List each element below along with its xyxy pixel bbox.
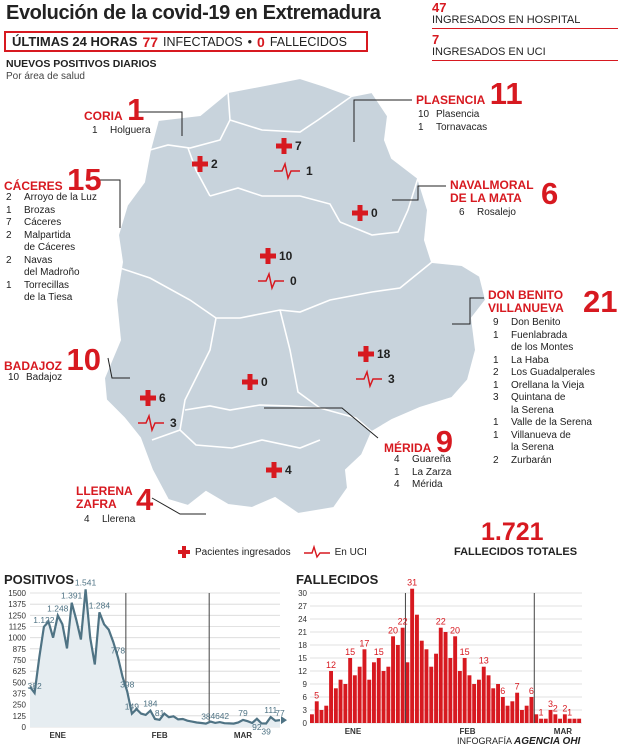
data-label: 31	[407, 577, 418, 588]
list-item: 6 Rosalejo	[459, 207, 516, 218]
y-tick-label: 125	[12, 711, 26, 721]
y-tick-label: 15	[298, 654, 307, 663]
list-item: 2 Arroyo de la Luz	[6, 192, 97, 203]
data-label: 778	[110, 645, 126, 656]
area-name: PLASENCIA	[416, 93, 486, 107]
hosp-count: 10	[279, 249, 293, 263]
area-total: 21	[583, 284, 618, 319]
bar	[315, 701, 319, 723]
list-item: 1 Orellana la Vieja	[493, 379, 585, 391]
bar	[568, 719, 572, 723]
bar	[434, 654, 438, 723]
data-label: 17	[359, 638, 370, 649]
bar	[520, 710, 524, 723]
bar	[515, 693, 519, 723]
last24-label: ÚLTIMAS 24 HORAS	[12, 34, 138, 49]
list-item: de la Tiesa	[24, 292, 73, 303]
data-label: 79	[238, 707, 248, 718]
data-label: 13	[478, 655, 489, 666]
data-label: 1	[538, 707, 544, 718]
hosp-count: 6	[159, 391, 166, 405]
list-item: 9 Don Benito	[493, 317, 561, 328]
list-item: 1 Valle de la Serena	[493, 417, 592, 428]
data-label: 184	[143, 698, 158, 709]
list-item: 1 Torrecillas	[6, 279, 70, 291]
credit-brand: AGENCIA OHI	[514, 736, 581, 747]
bar	[472, 684, 476, 723]
list-item: del Madroño	[24, 267, 80, 278]
hosp-count: 0	[371, 206, 378, 220]
area-total: 6	[541, 176, 559, 211]
area-total: 4	[136, 482, 154, 517]
list-item: 7 Cáceres	[6, 217, 62, 228]
y-tick-label: 6	[302, 693, 307, 702]
infected-count: 77	[142, 33, 159, 50]
bar	[320, 710, 324, 723]
hospital-label: INGRESADOS EN HOSPITAL	[432, 14, 581, 26]
area-name-2: DE LA MATA	[450, 191, 522, 205]
data-label: 149	[124, 701, 139, 712]
data-label: 111	[264, 705, 278, 716]
area-name: LLERENA	[76, 484, 133, 498]
deaths-label: FALLECIDOS	[269, 34, 347, 49]
bar	[372, 662, 376, 723]
hosp-count: 18	[377, 347, 391, 361]
y-tick-label: 1250	[8, 611, 26, 621]
legend-uci-label: En UCI	[334, 546, 367, 558]
data-label: 1.248	[47, 603, 69, 614]
deaths-count: 0	[257, 33, 265, 50]
data-label: 92	[252, 721, 262, 732]
area-llerena	[76, 485, 133, 511]
area-name: MÉRIDA	[384, 441, 432, 455]
uci-count: 1	[306, 164, 313, 178]
list-item: 10 Badajoz	[8, 372, 63, 383]
data-label: 22	[435, 616, 446, 627]
data-label: 398	[120, 679, 135, 690]
list-item: 1 Brozas	[6, 204, 56, 216]
y-tick-label: 30	[298, 589, 307, 598]
list-item: 2 Navas	[6, 254, 53, 266]
page-title: Evolución de la covid-19 en Extremadura	[6, 2, 381, 24]
bar	[444, 632, 448, 723]
y-tick-label: 3	[302, 706, 307, 715]
map-subtitle-note: Por área de salud	[6, 71, 85, 82]
map-subtitle: NUEVOS POSITIVOS DIARIOS	[6, 58, 157, 70]
hosp-count: 4	[285, 463, 292, 477]
data-label: 3	[547, 699, 554, 709]
data-label: 38	[201, 711, 211, 722]
bar	[573, 719, 577, 723]
bar	[553, 714, 557, 723]
area-coria-list	[92, 125, 151, 138]
list-item: la Serena	[511, 442, 554, 453]
y-tick-label: 27	[298, 602, 307, 611]
y-tick-label: 0	[302, 719, 307, 728]
positivos-title: POSITIVOS	[4, 572, 75, 587]
bar	[501, 697, 505, 723]
uci-label: INGRESADOS EN UCI	[432, 46, 546, 58]
data-label: 39	[261, 726, 271, 737]
y-tick-label: 1125	[8, 622, 26, 632]
list-item: la Serena	[511, 404, 554, 416]
data-label: 22	[397, 616, 408, 627]
bar	[439, 628, 443, 723]
data-label: 20	[450, 625, 461, 636]
area-total: 1	[127, 92, 145, 127]
list-item: 10 Plasencia	[418, 109, 480, 120]
bar	[425, 649, 429, 723]
bar	[487, 675, 491, 723]
data-label: 1	[567, 707, 573, 718]
bar	[353, 675, 357, 723]
list-item: de Cáceres	[24, 242, 76, 253]
bar	[348, 658, 352, 723]
legend-hosp-label: Pacientes ingresados	[195, 546, 291, 558]
area-merida	[384, 424, 454, 459]
area-total: 9	[435, 424, 454, 459]
bar	[539, 719, 543, 723]
data-label: 1.391	[61, 590, 83, 601]
bar	[458, 671, 462, 723]
y-tick-label: 1375	[8, 600, 26, 610]
x-tick-label: MAR	[233, 731, 253, 740]
list-item: de los Montes	[511, 342, 574, 353]
bar	[310, 714, 314, 723]
y-tick-label: 0	[21, 723, 26, 732]
bar	[363, 649, 367, 723]
area-merida-list	[394, 454, 451, 492]
bar	[482, 667, 486, 723]
data-label: 46	[210, 710, 220, 721]
data-label: 15	[459, 647, 470, 657]
bar	[448, 658, 452, 723]
hospital-cross-icon	[178, 546, 190, 558]
bar	[324, 706, 328, 723]
uci-count: 7	[432, 32, 440, 47]
bar	[429, 667, 433, 723]
x-tick-label: FEB	[459, 727, 476, 736]
bar	[506, 706, 510, 723]
list-item: 2 Los Guadalperales	[493, 367, 595, 378]
list-item: 1 La Zarza	[394, 466, 452, 478]
separator-dot: •	[247, 34, 253, 49]
x-tick-label: ENE	[344, 727, 362, 736]
list-item: 3 Quintana de	[493, 392, 566, 403]
bar	[367, 680, 371, 723]
area-name: CÁCERES	[4, 179, 63, 193]
data-label: 20	[388, 625, 399, 636]
data-label: 81	[154, 707, 165, 718]
area-total: 11	[489, 76, 523, 111]
y-tick-label: 12	[298, 667, 307, 676]
bar	[477, 680, 481, 723]
bar	[377, 658, 381, 723]
bar	[544, 719, 548, 723]
area-coria	[84, 92, 145, 127]
area-plasencia-list	[418, 109, 487, 134]
data-label: 6	[528, 686, 534, 696]
bar	[525, 706, 529, 723]
bar	[343, 684, 347, 723]
bar	[358, 667, 362, 723]
area-donbenito-list	[493, 317, 595, 467]
list-item: 4 Mérida	[394, 479, 443, 490]
list-item: 1 Tornavacas	[418, 121, 488, 133]
bar	[329, 671, 333, 723]
map-legend	[178, 546, 367, 558]
data-label: 15	[373, 647, 384, 657]
area-name: BADAJOZ	[4, 359, 63, 373]
credit-pre: INFOGRAFÍA	[457, 736, 512, 746]
uci-count: 0	[290, 274, 297, 288]
bar	[410, 589, 414, 723]
data-label: 12	[325, 660, 337, 670]
data-label: 6	[500, 686, 506, 696]
y-tick-label: 24	[298, 615, 307, 624]
area-name: DON BENITO	[488, 288, 564, 302]
data-label: 42	[219, 711, 230, 722]
area-llerena-list	[84, 514, 135, 527]
y-tick-label: 750	[12, 656, 26, 665]
hosp-count: 7	[295, 139, 302, 153]
y-tick-label: 875	[12, 644, 26, 654]
bar	[463, 658, 467, 723]
bar	[491, 688, 495, 723]
bar	[468, 675, 472, 723]
y-tick-label: 18	[298, 641, 307, 650]
bar	[396, 645, 400, 723]
bar	[382, 671, 386, 723]
bar	[420, 641, 424, 723]
bar	[558, 719, 562, 723]
area-total: 15	[67, 162, 102, 197]
heartbeat-icon	[304, 546, 330, 558]
list-item: 4 Llerena	[84, 514, 136, 525]
y-tick-label: 250	[12, 700, 26, 710]
data-label: 2	[562, 703, 568, 714]
area-caceres-list	[6, 192, 97, 305]
fallecidos-title: FALLECIDOS	[296, 572, 379, 587]
x-tick-label: ENE	[49, 731, 67, 740]
uci-count: 3	[170, 416, 177, 430]
hospital-count: 47	[432, 0, 447, 15]
list-item: 1 La Haba	[493, 354, 549, 366]
bar	[510, 701, 514, 723]
y-tick-label: 21	[298, 628, 307, 637]
y-tick-label: 1000	[8, 633, 26, 643]
credit	[457, 736, 580, 747]
data-label: 2	[552, 703, 558, 714]
data-label: 1.541	[74, 577, 97, 588]
area-badajoz	[4, 342, 101, 377]
data-label: 7	[514, 681, 520, 692]
list-item: 1 Holguera	[92, 125, 151, 136]
total-deaths-count: 1.721	[481, 518, 544, 546]
list-item: 1 Fuenlabrada	[493, 329, 568, 341]
area-navalmoral-list	[459, 207, 516, 220]
list-item: 2 Zurbarán	[493, 454, 552, 466]
y-tick-label: 375	[12, 689, 26, 699]
infected-label: INFECTADOS	[163, 34, 243, 49]
area-plasencia	[416, 76, 523, 111]
list-item: 4 Guareña	[394, 454, 451, 465]
area-total: 10	[66, 342, 101, 377]
data-label: 1.122	[33, 614, 55, 625]
bar	[339, 680, 343, 723]
area-navalmoral	[450, 179, 534, 205]
bar	[530, 697, 534, 723]
hosp-count: 0	[261, 375, 268, 389]
data-label: 77	[275, 708, 285, 719]
list-item: 1 Villanueva de	[493, 429, 571, 441]
bar	[577, 719, 581, 723]
uci-count: 3	[388, 372, 395, 386]
list-item: 2 Malpartida	[6, 229, 71, 241]
data-label: 382	[27, 680, 42, 691]
x-tick-label: FEB	[151, 731, 168, 740]
bar	[415, 615, 419, 723]
y-tick-label: 9	[302, 680, 307, 689]
total-deaths-label: FALLECIDOS TOTALES	[454, 546, 578, 558]
x-tick-label: MAR	[553, 727, 573, 736]
y-tick-label: 500	[12, 678, 26, 688]
area-name-2: VILLANUEVA	[488, 301, 564, 315]
hosp-count: 2	[211, 157, 218, 171]
bar	[391, 636, 395, 723]
y-tick-label: 1500	[8, 589, 26, 598]
area-badajoz-list	[8, 372, 62, 385]
bar	[401, 628, 405, 723]
bar	[386, 667, 390, 723]
area-caceres	[4, 162, 102, 197]
bar	[334, 688, 338, 723]
area-donbenito	[488, 289, 564, 315]
area-name: NAVALMORAL	[450, 178, 534, 192]
data-label: 1.284	[88, 600, 111, 611]
data-label: 15	[345, 647, 356, 657]
bar	[453, 636, 457, 723]
area-name-2: ZAFRA	[76, 497, 117, 511]
data-label: 5	[314, 690, 320, 701]
bar	[405, 662, 409, 723]
area-name: CORIA	[84, 109, 123, 123]
y-tick-label: 625	[12, 667, 26, 677]
